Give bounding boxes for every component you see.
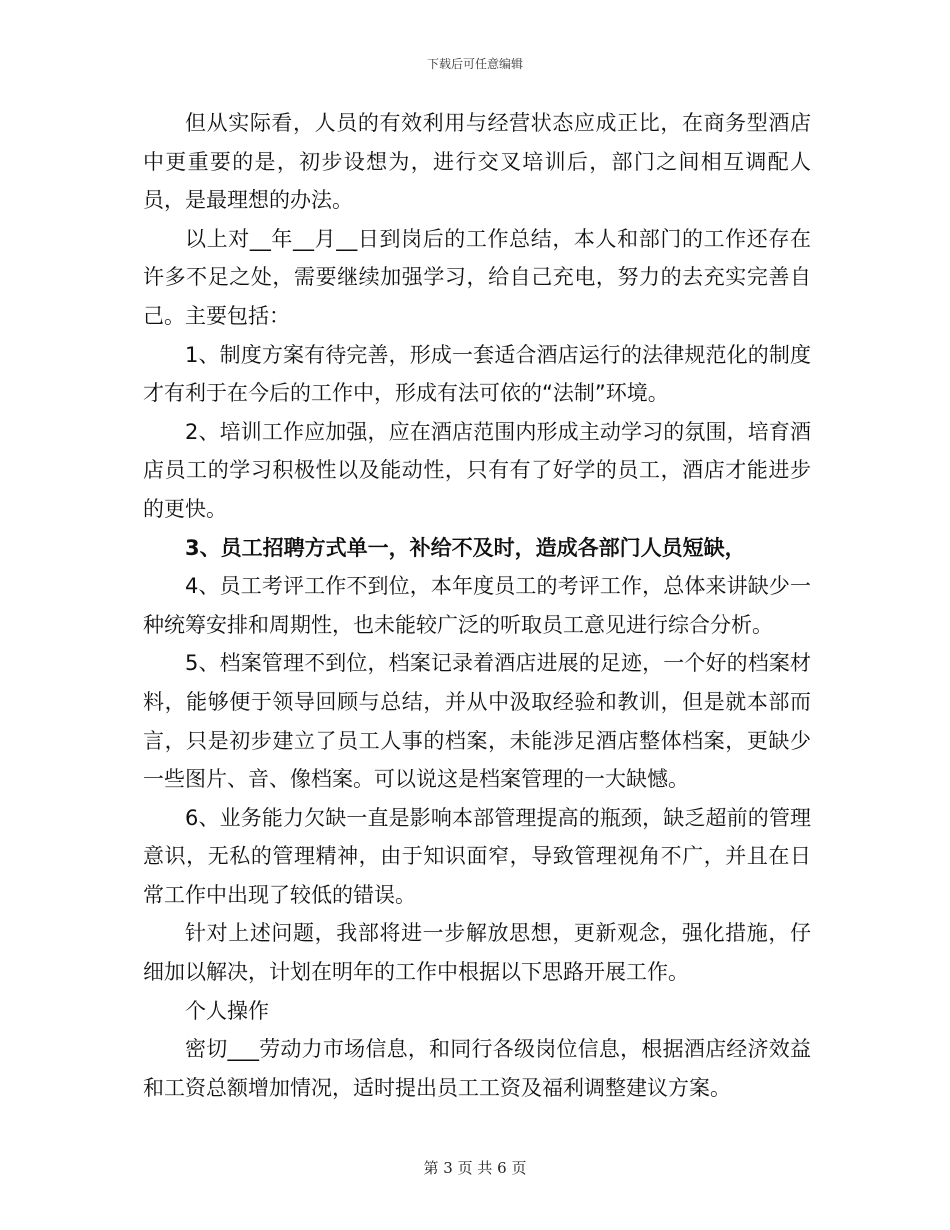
paragraph-3: 1、制度方案有待完善，形成一套适合酒店运行的法律规范化的制度才有利于在今后的工作中，形成有法可依的“法制”环境。 <box>143 342 811 406</box>
page-footer: 第 3 页 共 6 页 <box>423 1159 527 1177</box>
paragraph-5-bold: 3、员工招聘方式单一，补给不及时，造成各部门人员短缺， <box>185 535 746 560</box>
paragraph-7: 5、档案管理不到位，档案记录着酒店进展的足迹，一个好的档案材料，能够便于领导回顾与总结，并从中汲取经验和教训，但是就本部而言，只是初步建立了员工人事的档案，未能涉足酒店整体档案，更缺少一些图片、音、像档案。可以说这是档案管理的一大缺憾。 <box>143 651 811 792</box>
paragraph-9: 针对上述问题，我部将进一步解放思想，更新观念，强化措施，仔细加以解决，计划在明年的工作中根据以下思路开展工作。 <box>143 921 811 985</box>
page-header: 下载后可任意编辑 <box>426 57 523 71</box>
paragraph-4: 2、培训工作应加强，应在酒店范围内形成主动学习的氛围，培育酒店员工的学习积极性以及能动性，只有有了好学的员工，酒店才能进步的更快。 <box>143 419 811 521</box>
paragraph-8: 6、业务能力欠缺一直是影响本部管理提高的瓶颈，缺乏超前的管理意识，无私的管理精神，由于知识面窄，导致管理视角不广，并且在日常工作中出现了较低的错误。 <box>143 805 811 907</box>
paragraph-11: 密切___劳动力市场信息，和同行各级岗位信息，根据酒店经济效益和工资总额增加情况，适时提出员工工资及福利调整建议方案。 <box>143 1037 811 1100</box>
paragraph-2: 以上对__年__月__日到岗后的工作总结，本人和部门的工作还存在许多不足之处，需要继续加强学习，给自己充电，努力的去充实完善自己。主要包括： <box>143 226 811 328</box>
document-body <box>143 104 811 1107</box>
paragraph-6: 4、员工考评工作不到位，本年度员工的考评工作，总体来讲缺少一种统筹安排和周期性，也未能较广泛的听取员工意见进行综合分析。 <box>143 574 811 637</box>
paragraph-10: 个人操作 <box>185 998 269 1023</box>
paragraph-1: 但从实际看，人员的有效利用与经营状态应成正比，在商务型酒店中更重要的是，初步设想为，进行交叉培训后，部门之间相互调配人员，是最理想的办法。 <box>143 111 811 213</box>
